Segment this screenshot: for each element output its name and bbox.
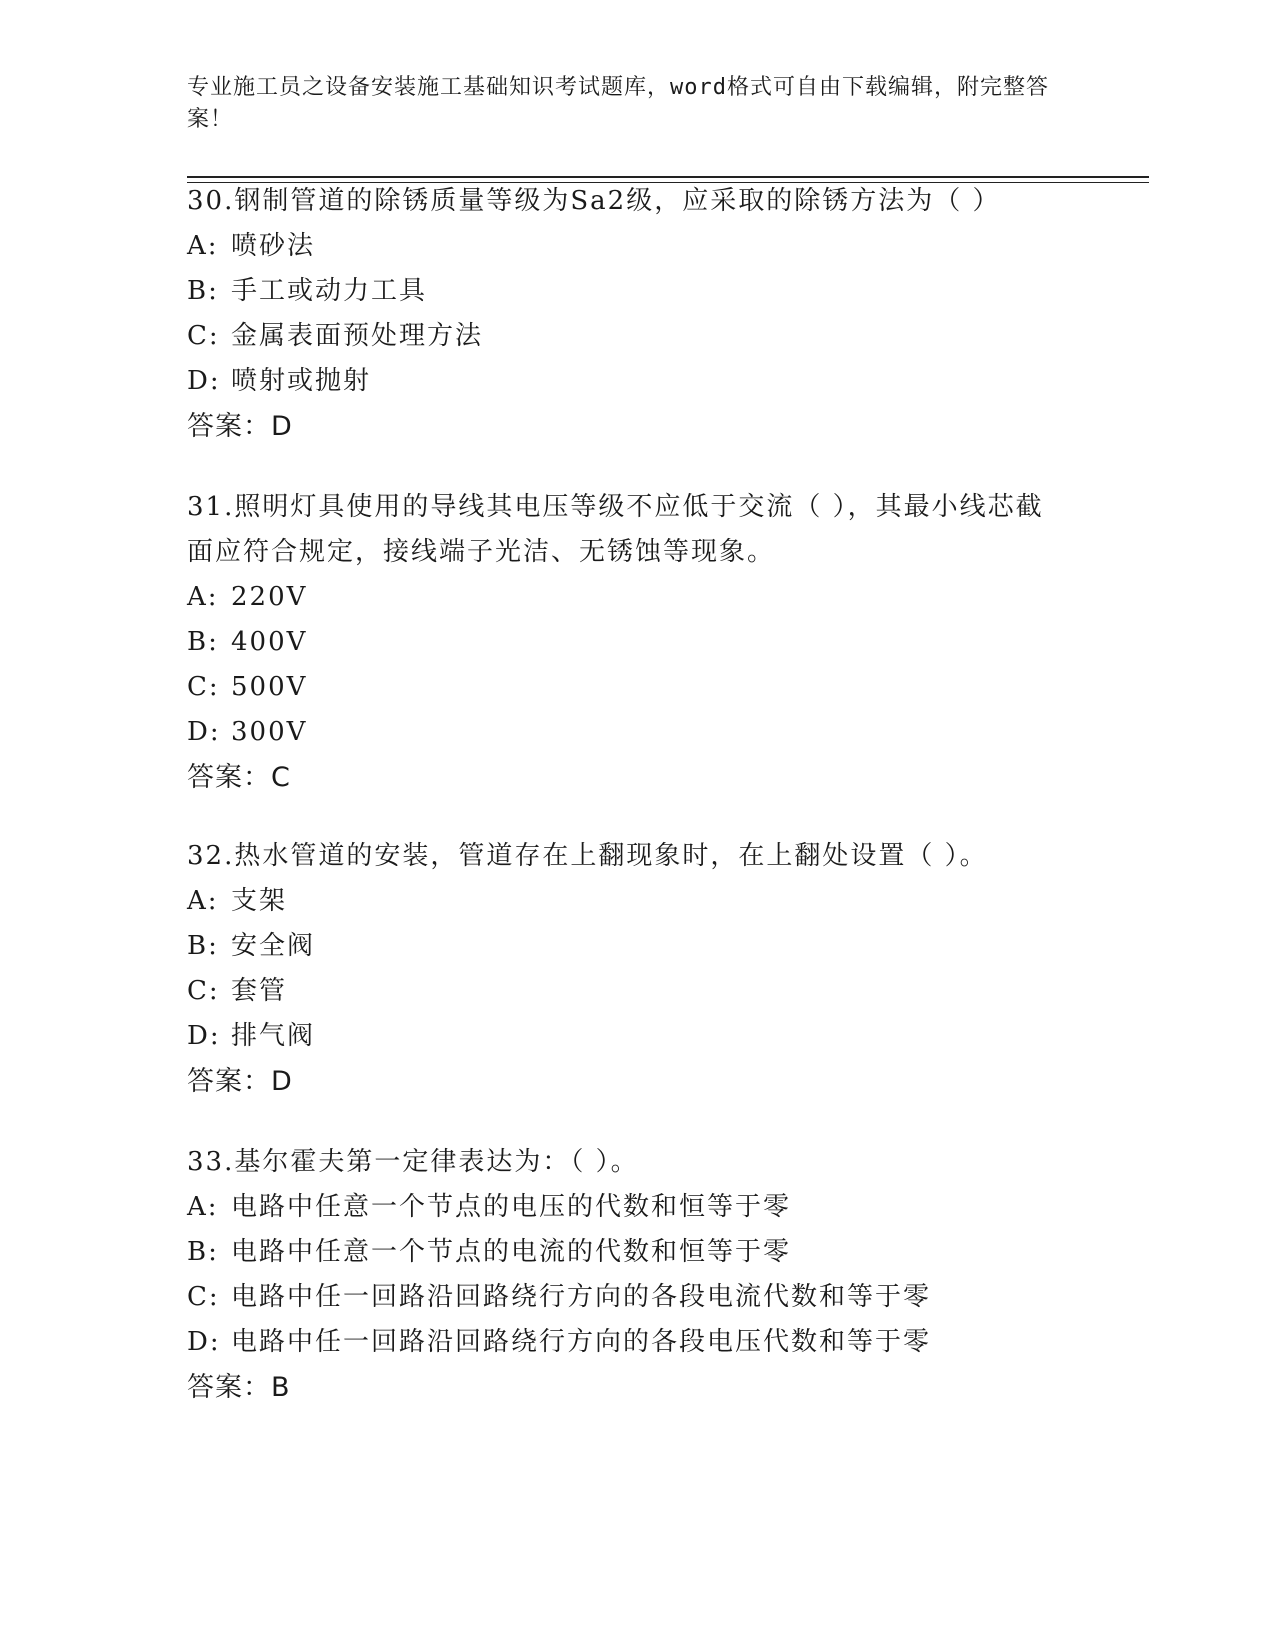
option-letter: C:: [187, 672, 220, 702]
option-text: 300V: [231, 717, 308, 747]
option-d: [187, 710, 1067, 755]
option-text: 支架: [231, 886, 288, 916]
option-text: 220V: [231, 582, 308, 612]
option-text: 手工或动力工具: [231, 276, 428, 306]
option-b: [187, 620, 1067, 665]
question-33: [187, 1140, 1067, 1411]
answer-label: 答案：C: [187, 762, 291, 793]
option-letter: C:: [187, 321, 220, 351]
option-letter: B:: [187, 1237, 219, 1267]
option-c: [187, 1275, 1067, 1320]
document-header: 专业施工员之设备安装施工基础知识考试题库，word格式可自由下载编辑，附完整答案！: [187, 75, 1049, 132]
option-letter: D:: [187, 1021, 221, 1051]
option-c: [187, 665, 1067, 710]
option-d: [187, 359, 1067, 404]
option-text: 500V: [231, 672, 308, 702]
option-letter: B:: [187, 627, 219, 657]
answer-label: 答案：D: [187, 411, 293, 442]
option-text: 金属表面预处理方法: [231, 321, 484, 351]
question-stem: 33.基尔霍夫第一定律表达为：（ ）。: [187, 1147, 639, 1177]
option-letter: D:: [187, 1327, 221, 1357]
header-divider-thick: [187, 176, 1149, 178]
option-letter: B:: [187, 931, 219, 961]
question-31: [187, 485, 1067, 801]
question-30: [187, 179, 1067, 450]
option-text: 排气阀: [231, 1021, 316, 1051]
option-b: [187, 1230, 1067, 1275]
option-letter: A:: [187, 582, 219, 612]
option-b: [187, 269, 1067, 314]
option-letter: A:: [187, 886, 219, 916]
option-text: 安全阀: [231, 931, 316, 961]
option-d: [187, 1014, 1067, 1059]
question-32: [187, 834, 1067, 1105]
option-a: [187, 575, 1067, 620]
option-text: 喷砂法: [231, 231, 316, 261]
option-letter: A:: [187, 231, 219, 261]
option-a: [187, 1185, 1067, 1230]
option-text: 喷射或抛射: [231, 366, 372, 396]
option-a: [187, 224, 1067, 269]
option-text: 电路中任一回路沿回路绕行方向的各段电压代数和等于零: [231, 1327, 932, 1357]
question-stem: 31.照明灯具使用的导线其电压等级不应低于交流（ ），其最小线芯截面应符合规定，接线端子光洁、无锈蚀等现象。: [187, 492, 1044, 567]
option-text: 电路中任一回路沿回路绕行方向的各段电流代数和等于零: [231, 1282, 932, 1312]
option-a: [187, 879, 1067, 924]
question-stem: 32.热水管道的安装，管道存在上翻现象时，在上翻处设置（ ）。: [187, 841, 988, 871]
answer-label: 答案：D: [187, 1066, 293, 1097]
option-d: [187, 1320, 1067, 1365]
option-text: 电路中任意一个节点的电流的代数和恒等于零: [231, 1237, 792, 1267]
option-letter: B:: [187, 276, 219, 306]
option-text: 套管: [231, 976, 288, 1006]
question-stem: 30.钢制管道的除锈质量等级为Sa2级，应采取的除锈方法为（ ）: [187, 186, 1001, 216]
option-letter: A:: [187, 1192, 219, 1222]
option-text: 电路中任意一个节点的电压的代数和恒等于零: [231, 1192, 792, 1222]
option-letter: D:: [187, 366, 221, 396]
answer-label: 答案：B: [187, 1372, 291, 1403]
option-letter: C:: [187, 1282, 220, 1312]
option-b: [187, 924, 1067, 969]
option-c: [187, 314, 1067, 359]
option-c: [187, 969, 1067, 1014]
option-text: 400V: [231, 627, 308, 657]
option-letter: C:: [187, 976, 220, 1006]
option-letter: D:: [187, 717, 221, 747]
